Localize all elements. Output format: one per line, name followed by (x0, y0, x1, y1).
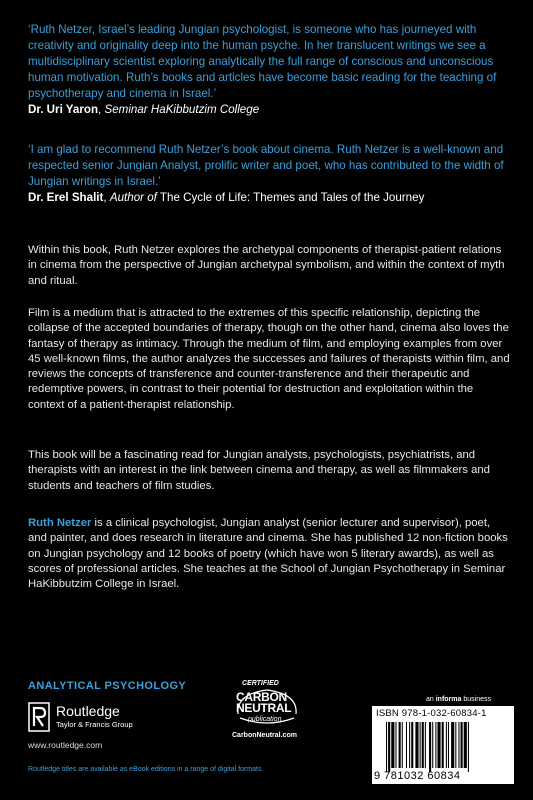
endorsement-quote: ‘Ruth Netzer, Israel’s leading Jungian psychologist, is someone who has journeyed with creativity and originality deep into the human psyche. In her translucent writings we see a multidisciplinary scientist exploring analytically the full range of conscious and unconscious human motivation. Ruth’s books and articles have become basic reading for the teaching of psychotherapy and cinema in Israel.’ (28, 23, 497, 100)
barcode-bar (429, 722, 431, 772)
barcode-bar (422, 722, 424, 768)
barcode-bar (455, 722, 456, 768)
endorser-name: Dr. Erel Shalit (28, 190, 104, 204)
endorsement-attribution (28, 102, 510, 118)
barcode-digits: 9 781032 60834 (374, 770, 461, 782)
ebook-note: Routledge titles are available as eBook editions in a range of digital formats (28, 766, 262, 773)
series-label: ANALYTICAL PSYCHOLOGY (28, 680, 187, 692)
barcode-bar (391, 722, 394, 768)
author-bio (28, 516, 510, 592)
publisher-group: Taylor & Francis Group (56, 720, 133, 729)
barcode-bar (464, 722, 467, 768)
endorser-name: Dr. Uri Yaron (28, 102, 99, 116)
endorser-affiliation: Author of (109, 190, 157, 204)
barcode-bar (437, 722, 440, 768)
routledge-r-icon (28, 702, 50, 732)
author-bio-text: is a clinical psychologist, Jungian analyst (senior lecturer and supervisor), poet, and painter, and does research in literature and cinema. She has published 12 non-fiction books on Jungian psychology and 12 books of poetry (which have won 5 literary awards), as well as scores of professional articles. She teaches at the School of Jungian Psychotherapy in Seminar HaKibbutzim College in Israel. (28, 517, 508, 591)
barcode-bar (425, 722, 426, 768)
barcode-bar (402, 722, 403, 768)
barcode (372, 706, 514, 784)
endorsement-attribution (28, 190, 510, 206)
description-paragraph-1: Within this book, Ruth Netzer explores the archetypal components of therapist-patient relations in cinema from the perspective of Jungian archetypal symbolism, and within the context of myth and ritual. (28, 244, 505, 287)
cn-publication: publication (248, 716, 282, 723)
informa-line (426, 696, 491, 703)
informa-prefix: an (426, 696, 436, 703)
publisher-name: Routledge (56, 703, 120, 719)
barcode-bar (468, 722, 469, 772)
barcode-bar (442, 722, 444, 768)
barcode-bar (399, 722, 401, 768)
endorser-affiliation-suffix: The Cycle of Life: Themes and Tales of the Journey (156, 190, 425, 204)
barcode-bar (388, 722, 390, 772)
attr-sep: , (103, 190, 110, 204)
attr-sep: , (98, 102, 105, 116)
cn-certified: CERTIFIED (242, 680, 279, 687)
endorser-affiliation: Seminar HaKibbutzim College (104, 102, 260, 116)
barcode-bar (461, 722, 463, 768)
barcode-bar (395, 722, 396, 768)
barcode-bar (458, 722, 459, 768)
barcode-bar (406, 722, 407, 768)
barcode-bar (451, 722, 454, 768)
publisher-url[interactable]: www.routledge.com (28, 740, 103, 750)
barcode-bar (448, 722, 449, 768)
endorsement-1 (28, 22, 510, 117)
barcode-bar (386, 722, 387, 772)
informa-brand: informa (435, 696, 462, 703)
barcode-bar (435, 722, 436, 768)
barcode-bars (386, 722, 504, 772)
description-paragraph-3: This book will be a fascinating read for Jungian analysts, psychologists, psychiatrists, and therapists with an interest in the link between cinema and therapy, as well as filmmakers and students and teachers of film studies. (28, 449, 490, 492)
isbn-label: ISBN 978-1-032-60834-1 (376, 708, 487, 719)
barcode-bar (411, 722, 413, 768)
barcode-bar (415, 722, 418, 768)
author-name: Ruth Netzer (28, 517, 92, 529)
barcode-bar (432, 722, 433, 768)
cn-carbon: CARBON (236, 690, 287, 704)
informa-suffix: business (461, 696, 491, 703)
carbon-neutral-badge (228, 678, 306, 748)
barcode-bar (409, 722, 410, 768)
publisher-logo (28, 700, 178, 736)
cn-neutral: NEUTRAL (236, 701, 292, 715)
endorsement-quote: ‘I am glad to recommend Ruth Netzer’s book about cinema. Ruth Netzer is a well-known and respected senior Jungian Analyst, prolific writer and poet, who has contributed to the width of Jungian writings in Israel.’ (28, 143, 504, 188)
description-paragraph-2: Film is a medium that is attracted to the extremes of this specific relationship, depicting the collapse of the accepted boundaries of therapy, though on the other hand, cinema also loves the fantasy of therapy as intimacy. Through the medium of film, and employing examples from over 45 well-known films, the author analyzes the successes and failures of therapists within film, and reviews the concepts of transference and counter-transference and their therapeutic and redemptive powers, in contrast to their potential for destruction and exploitation within the context of a patient-therapist relationship. (28, 307, 510, 411)
endorsement-2 (28, 142, 510, 206)
cn-title (236, 692, 291, 714)
barcode-bar (420, 722, 421, 768)
cn-url: CarbonNeutral.com (232, 732, 297, 739)
barcode-bar (446, 722, 447, 768)
